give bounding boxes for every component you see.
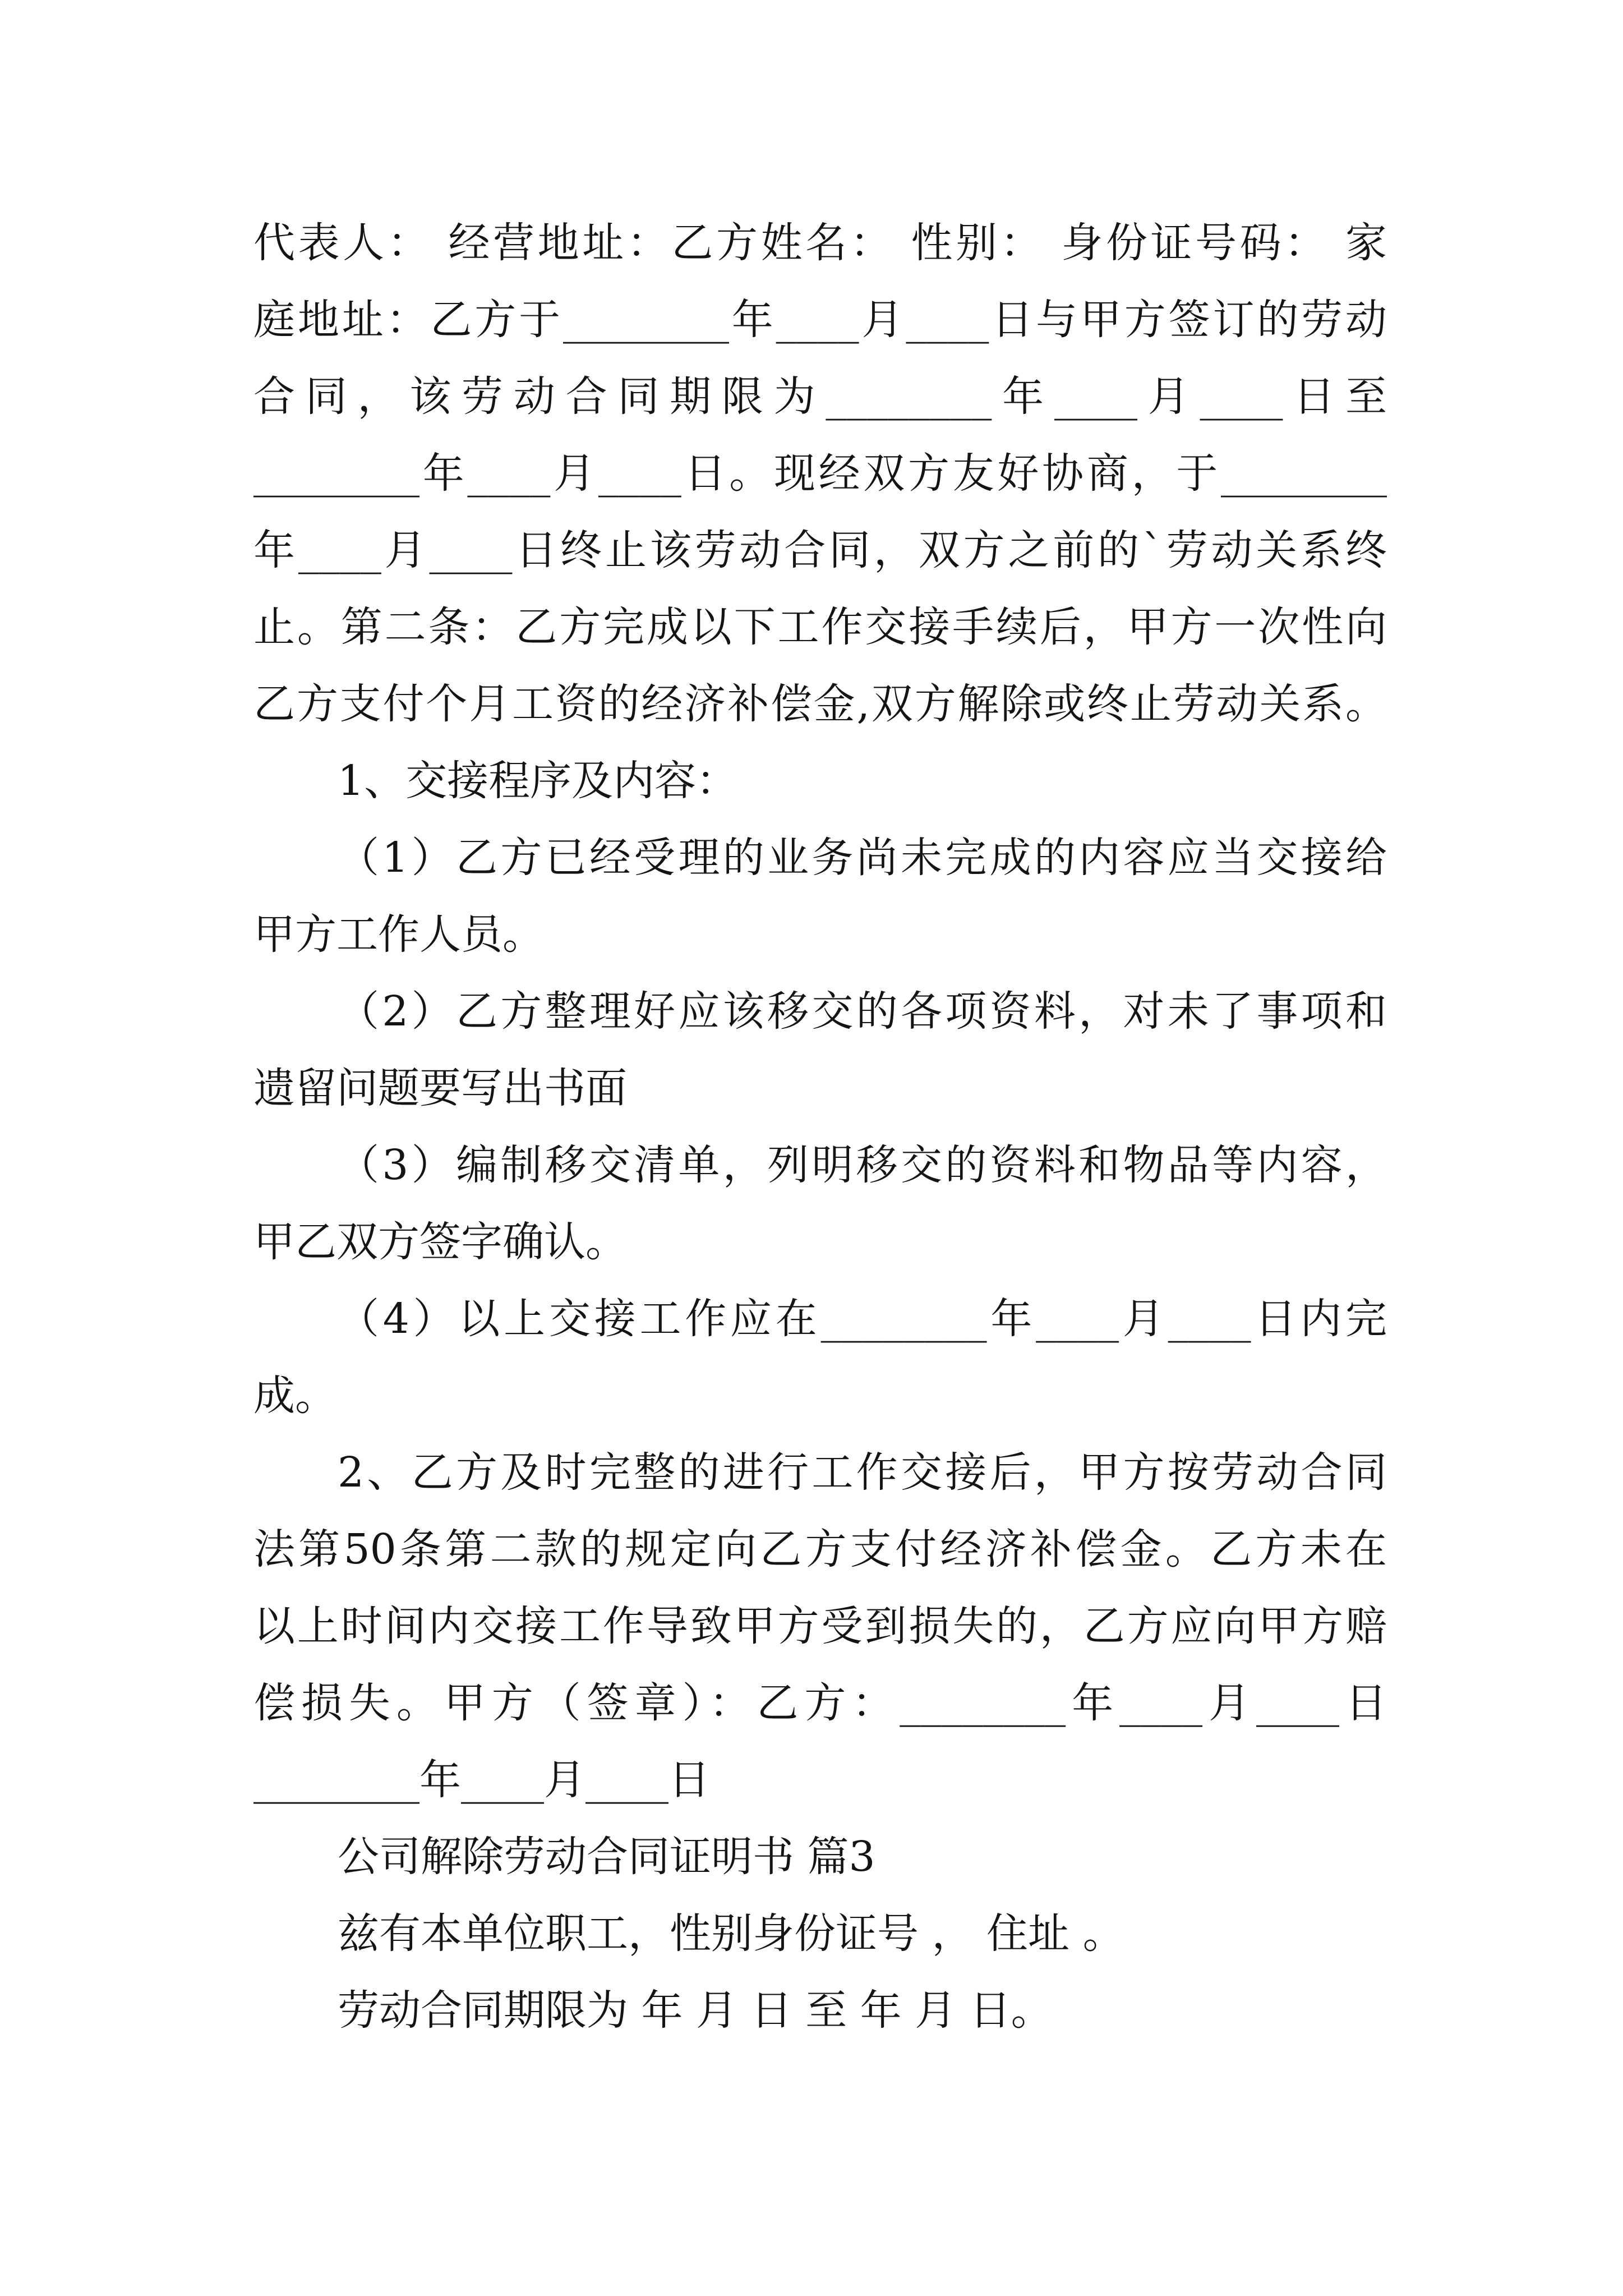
text-line: 年____月____日终止该劳动合同，双方之前的`劳动关系终 (253, 526, 1387, 574)
document-body (253, 205, 1387, 2049)
text-line: 兹有本单位职工，性别身份证号 ， 住址 。 (338, 1910, 1124, 1958)
list-item-line: （4）以上交接工作应在________年____月____日内完 (338, 1295, 1387, 1343)
text-line: 止。第二条：乙方完成以下工作交接手续后，甲方一次性向 (253, 603, 1387, 651)
text-line: 庭地址：乙方于________年____月____日与甲方签订的劳动 (253, 296, 1387, 344)
list-heading: 1、交接程序及内容： (338, 757, 738, 805)
text-line: 成。 (253, 1372, 336, 1420)
date-line: ________年____月____日 (253, 1756, 710, 1804)
text-line: 甲方工作人员。 (253, 910, 544, 959)
text-line: 乙方支付个月工资的经济补偿金,双方解除或终止劳动关系。 (253, 680, 1387, 728)
text-line: 代表人： 经营地址：乙方姓名： 性别： 身份证号码： 家 (253, 219, 1387, 267)
list-item-line: （2）乙方整理好应该移交的各项资料，对未了事项和 (338, 987, 1387, 1036)
list-item-line: （1）乙方已经受理的业务尚未完成的内容应当交接给 (338, 834, 1387, 882)
text-line: 以上时间内交接工作导致甲方受到损失的，乙方应向甲方赔 (253, 1602, 1387, 1650)
text-line: 法第50条第二款的规定向乙方支付经济补偿金。乙方未在 (253, 1525, 1387, 1573)
text-line: ________年____月____日。现经双方友好协商，于________ (253, 449, 1387, 498)
signature-line: 偿损失。甲方（签章）：乙方：________年____月____日 (253, 1679, 1387, 1727)
text-line: 合同，该劳动合同期限为________年____月____日至 (253, 372, 1387, 421)
list-item-line: （3）编制移交清单，列明移交的资料和物品等内容， (338, 1141, 1387, 1189)
section-heading: 公司解除劳动合同证明书 篇3 (338, 1833, 875, 1881)
text-line: 劳动合同期限为 年 月 日 至 年 月 日。 (338, 1986, 1053, 2035)
text-line: 遗留问题要写出书面 (253, 1064, 627, 1112)
list-heading: 2、乙方及时完整的进行工作交接后，甲方按劳动合同 (338, 1448, 1387, 1497)
text-line: 甲乙双方签字确认。 (253, 1218, 627, 1266)
